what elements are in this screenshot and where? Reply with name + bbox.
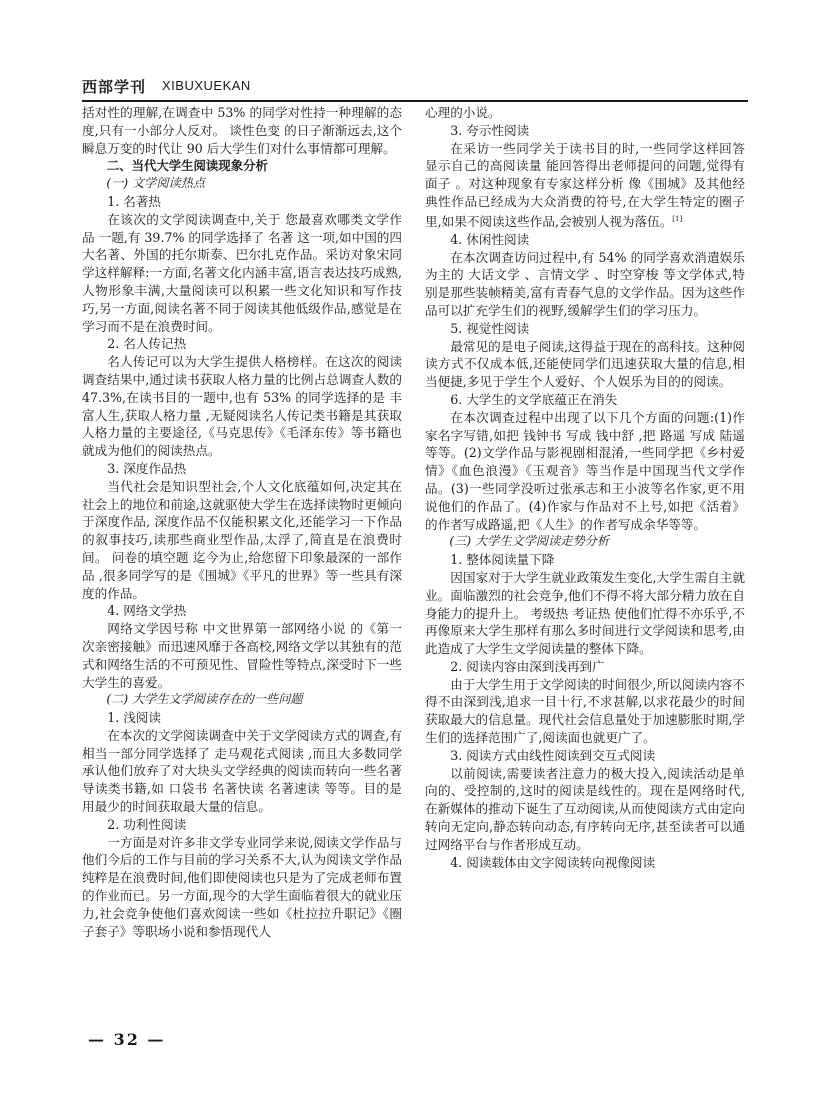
paragraph: 网络文学因号称 中文世界第一部网络小说 的《第一次亲密接触》而迅速风靡于各高校,网络文学以其独有的范式和网络生活的不可预见性、冒险性等特点,深受时下一些大学生的喜爱。 xyxy=(82,621,402,690)
section-heading: 二、当代大学生阅读现象分析 xyxy=(106,158,268,174)
item-heading: 2. 名人传记热 xyxy=(107,336,187,352)
item-heading: 1. 整体阅读量下降 xyxy=(450,552,555,568)
paragraph: 括对性的理解,在调查中 53% 的同学对性持一种理解的态度,只有一小部分人反对。 谈性色变 的日子渐渐远去,这个瞬息万变的时代让 90 后大学生们对什么事情都可理解。 xyxy=(82,105,402,156)
running-header xyxy=(82,70,748,98)
paragraph: 在本次调查过程中出现了以下几个方面的问题:(1)作家名字写错,如把 钱钟书 写成 钱中舒 ,把 路遥 写成 陆遥 等等。(2)文学作品与影视剧相混淆,一些同学把《乡村爱情》《血色浪漫》《玉观音》等当作是中国现当代文学作品。(3)一些同学没听过张承志和王小波等名作家,更不用说他们的作品了。(4)作家与作品对不上号,如把《活着》的作者写成路遥,把《人生》的作者写成余华等等。 xyxy=(425,409,745,532)
item-heading: 1. 名著热 xyxy=(107,193,161,209)
paragraph: 在该次的文学阅读调查中,关于 您最喜欢哪类文学作品 一题,有 39.7% 的同学选择了 名著 这一项,如中国的四大名著、外国的托尔斯泰、巴尔扎克作品。采访对象宋同学这样解释:一方面,名著文化内涵丰富,语言表达技巧成熟,人物形象丰满,大量阅读可以积累一些文化知识和写作技巧,另一方面,阅读名著不同于阅读其他低级作品,感觉是在学习而不是在浪费时间。 xyxy=(82,211,402,334)
citation-mark: [1] xyxy=(672,214,683,223)
item-heading: 3. 深度作品热 xyxy=(107,460,187,476)
paragraph: 一方面是对许多非文学专业同学来说,阅读文学作品与他们今后的工作与目前的学习关系不大,认为阅读文学作品纯粹是在浪费时间,他们即使阅读也只是为了完成老师布置的作业而已。另一方面,现今的大学生面临着很大的就业压力,社会竞争使他们喜欢阅读一些如《杜拉拉升职记》《圈子套子》等职场小说和参悟现代人 xyxy=(82,834,402,939)
page-number: — 32 — xyxy=(88,1030,166,1049)
item-heading: 4. 网络文学热 xyxy=(107,603,187,619)
paragraph: 在本次调查访问过程中,有 54% 的同学喜欢消遣娱乐为主的 大话文学 、言情文学 、时空穿梭 等文学体式,特别是那些装帧精美,富有青春气息的文学作品。因为这些作品可以扩充学生们的视野,缓解学生们的学习压力。 xyxy=(425,249,745,318)
item-heading: 2. 功利性阅读 xyxy=(107,816,187,832)
paragraph: 由于大学生用于文学阅读的时间很少,所以阅读内容不得不由深到浅,追求一目十行,不求甚解,以求花最少的时间获取最大的信息量。现代社会信息量处于加速膨胀时期,学生们的选择范围广了,阅读面也就更广了。 xyxy=(425,676,745,746)
item-heading: 1. 浅阅读 xyxy=(107,710,161,726)
paragraph: 心理的小说。 xyxy=(425,105,501,120)
paragraph: 名人传记可以为大学生提供人格榜样。在这次的阅读调查结果中,通过读书获取人格力量的比例占总调查人数的 47.3%,在读书目的一题中,也有 53% 的同学选择的是 丰富人生,获取人格力量 ,无疑阅读名人传记类书籍是其获取人格力量的主要途径,《马克思传》《毛泽东传》等书籍也就成为他们的阅读热点。 xyxy=(82,354,402,459)
header-rule xyxy=(82,100,748,102)
paragraph: 在本次的文学阅读调查中关于文学阅读方式的调查,有相当一部分同学选择了 走马观花式阅读 ,而且大多数同学承认他们放弃了对大块头文学经典的阅读而转向一些名著导读类书籍,如 口袋书 名著快读 名著速读 等等。目的是用最少的时间获取最大量的信息。 xyxy=(82,727,402,815)
paragraph: 因国家对于大学生就业政策发生变化,大学生需自主就业。面临激烈的社会竞争,他们不得不将大部分精力放在自身能力的提升上。 考级热 考证热 使他们忙得不亦乐乎,不再像原来大学生那样有那么多时间进行文学阅读和思考,由此造成了大学生文学阅读量的整体下降。 xyxy=(425,569,745,657)
left-column xyxy=(82,104,402,940)
paragraph: 以前阅读,需要读者注意力的极大投入,阅读活动是单向的、受控制的,这时的阅读是线性的。现在是网络时代,在新媒体的推动下诞生了互动阅读,从而使阅读方式由定向转向无定向,静态转向动态,有序转向无序,甚至读者可以通过网络平台与作者形成互动。 xyxy=(425,765,745,852)
paragraph: 当代社会是知识型社会,个人文化底蕴如何,决定其在社会上的地位和前途,这就驱使大学生在选择读物时更倾向于深度作品, 深度作品不仅能积累文化,还能学习一下作品的叙事技巧,读那些商业型作品,太浮了,简直是在浪费时间。 问卷的填空题 迄今为止,给您留下印象最深的一部作品 ,很多同学写的是《围城》《平凡的世界》等一些具有深度的作品。 xyxy=(82,478,402,601)
paragraph: 最常见的是电子阅读,这得益于现在的高科技。这种阅读方式不仅成本低,还能使同学们迅速获取大量的信息,相当便捷,多见于学生个人爱好、个人娱乐为目的的阅读。 xyxy=(425,338,745,390)
journal-title: 西部学刊 xyxy=(82,78,147,96)
item-heading: 2. 阅读内容由深到浅再到广 xyxy=(450,658,605,674)
item-heading: 5. 视觉性阅读 xyxy=(450,320,530,336)
item-heading: 6. 大学生的文学底蕴正在消失 xyxy=(450,391,618,407)
item-heading: 4. 阅读载体由文字阅读转向视像阅读 xyxy=(450,854,656,870)
subsection-heading: (三) 大学生文学阅读走势分析 xyxy=(449,534,610,549)
item-heading: 3. 阅读方式由线性阅读到交互式阅读 xyxy=(450,747,656,763)
right-column xyxy=(425,104,745,871)
item-heading: 4. 休闲性阅读 xyxy=(450,231,530,247)
subsection-heading: (一) 文学阅读热点 xyxy=(106,176,206,191)
subsection-heading: (二) 大学生文学阅读存在的一些问题 xyxy=(106,692,303,707)
journal-pinyin: XIBUXUEKAN xyxy=(162,78,251,93)
item-heading: 3. 夸示性阅读 xyxy=(450,122,530,138)
paragraph xyxy=(425,140,745,231)
paragraph-text: 在采访一些同学关于读书目的时,一些同学这样回答 显示自己的高阅读量 能回答得出老师提问的问题,觉得有面子 。对这种现象有专家这样分析 像《围城》及其他经典性作品已经成为大众消费的符号,在大学生特定的圈子里,如果不阅读这些作品,会被别人视为落伍。 xyxy=(425,140,745,229)
